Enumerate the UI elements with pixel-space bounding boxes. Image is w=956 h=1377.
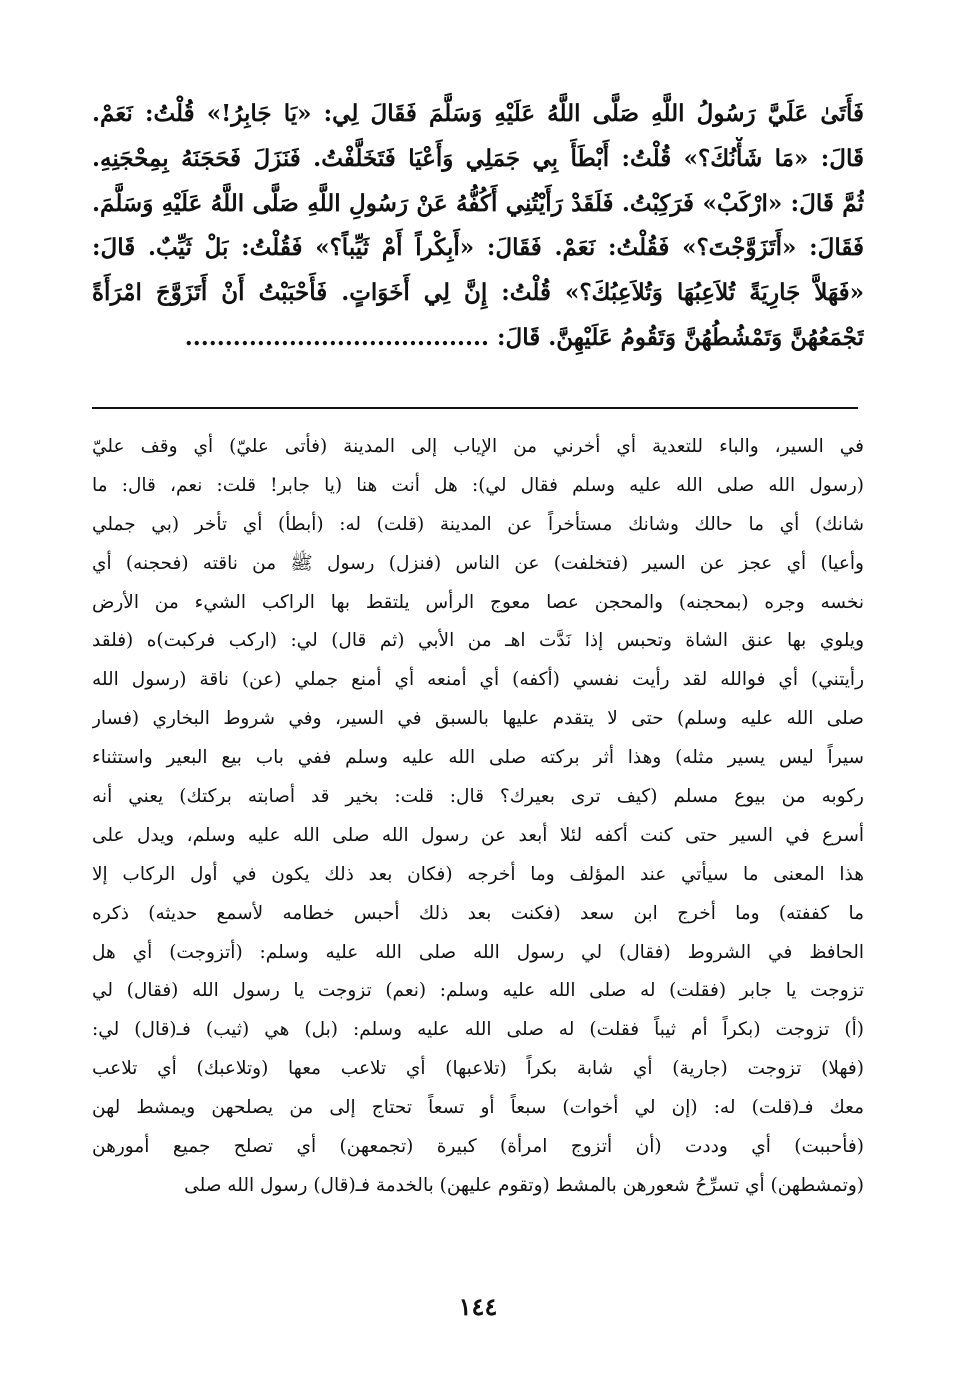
commentary-line: رأيتني) أي فوالله لقد رأيت نفسي (أكفه) أي أمنعه أي أمنع جملي (عن) ناقة (رسول الله (92, 669, 864, 691)
commentary-line: (رسول الله صلى الله عليه وسلم فقال لي): هل أنت هنا (يا جابر! قلت: نعم، قال: ما (92, 474, 864, 496)
commentary-line: سيراً ليس يسير مثله) وهذا أثر بركته صلى الله عليه وسلم ففي باب بيع البعير واستثناء (92, 747, 864, 769)
footnote-divider (92, 407, 858, 409)
commentary-line: معك فـ(قلت) له: (إن لي أخوات) سبعاً أو تسعاً تحتاج إلى من يصلحهن ويمشط لهن (92, 1097, 864, 1119)
commentary-line: شانك) أي ما حالك وشانك مستأخراً عن المدينة (قلت) له: (أبطأ) أي تأخر (بي جملي (92, 513, 864, 535)
commentary-line: وأعيا) أي عجز عن السير (فتخلفت) عن الناس (فنزل) رسول ﷺ من ناقته (فحجنه) أي (92, 552, 864, 574)
commentary-text (92, 428, 864, 1206)
hadith-line: ثُمَّ قَالَ: «ارْكَبْ» فَرَكِبْتُ. فَلَقَدْ رَأَيْتُنِي أَكُفُّهُ عَنْ رَسُولِ اللَّهِ صَلَّى اللَّهُ عَلَيْهِ وَسَلَّمَ. (92, 189, 864, 217)
commentary-line: أسرع في السير حتى كنت أكفه لئلا أبعد عن رسول الله صلى الله عليه وسلم، ويدل على (92, 824, 864, 846)
commentary-line: ما كففته) وما أخرج ابن سعد (فكنت بعد ذلك أحبس خطامه لأسمع حديثه) ذكره (92, 902, 864, 924)
hadith-line: «فَهَلاَّ جَارِيَةً تُلاَعِبُهَا وَتُلاَعِبُكَ؟» قُلْتُ: إِنَّ لِي أَخَوَاتٍ. فَأَحْبَبْتُ أَنْ أَتَزَوَّجَ امْرَأَةً (92, 279, 864, 307)
commentary-line: نخسه وجره (بمحجنه) والمحجن عصا معوج الرأس يلتقط بها الراكب الشيء من الأرض (92, 591, 864, 613)
commentary-line: في السير، والباء للتعدية أي أخرني من الإياب إلى المدينة (فأتى عليّ) أي وقف عليّ (92, 436, 864, 457)
hadith-main-text (92, 92, 864, 361)
commentary-line: ويلوي بها عنق الشاة وتحبس إذا نَدَّت اهـ من الأبي (ثم قال) لي: (اركب فركبت)ه (فلقد (92, 630, 864, 652)
commentary-line: (أ) تزوجت (بكراً أم ثيباً فقلت) له صلى الله عليه وسلم: (بل) هي (ثيب) فـ(قال) لي: (92, 1019, 864, 1041)
page-number: ١٤٤ (458, 1292, 498, 1321)
hadith-line: تَجْمَعُهُنَّ وَتَمْشُطُهُنَّ وَتَقُومُ عَلَيْهِنَّ. قَالَ: ...................................... (184, 323, 864, 351)
commentary-line: الحافظ في الشروط (فقال) لي رسول الله صلى الله عليه وسلم: (أتزوجت) أي هل (92, 941, 864, 963)
hadith-line: فَأَتَىٰ عَلَيَّ رَسُولُ اللَّهِ صَلَّى اللَّهُ عَلَيْهِ وَسَلَّمَ فَقَالَ لِي: «يَا جَابِرُ!» قُلْتُ: نَعَمْ. (92, 100, 864, 127)
commentary-line: هذا المعنى ما سيأتي عند المؤلف وما أخرجه (فكان بعد ذلك يكون في أول الركاب إلا (92, 863, 864, 885)
commentary-line: (وتمشطهن) أي تسرِّحُ شعورهن بالمشط (وتقوم عليهن) بالخدمة فـ(قال) رسول الله صلى (184, 1174, 864, 1196)
commentary-line: صلى الله عليه وسلم) حتى لا يتقدم عليها بالسبق في السير، وفي شروط البخاري (فسار (92, 708, 864, 730)
hadith-line: قَالَ: «مَا شَأْنُكَ؟» قُلْتُ: أَبْطَأَ بِي جَمَلِي وَأَعْيَا فَتَخَلَّفْتُ. فَنَزَلَ فَحَجَنَهُ بِمِحْجَنِهِ. (92, 144, 864, 172)
commentary-line: ركوبه من بيوع مسلم (كيف ترى بعيرك؟ قال: قلت: بخير قد أصابته بركتك) يعني أنه (92, 786, 864, 808)
commentary-line: تزوجت يا جابر (فقلت) له صلى الله عليه وسلم: (نعم) تزوجت يا رسول الله (فقال) لي (92, 980, 864, 1002)
commentary-line: (فأحببت) أي وددت (أن أتزوج امرأة) كبيرة (تجمعهن) أي تصلح جميع أمورهن (92, 1136, 864, 1158)
commentary-line: (فهلا) تزوجت (جارية) أي شابة بكراً (تلاعبها) أي تلاعب معها (وتلاعبك) أي تلاعب (92, 1058, 864, 1080)
hadith-line: فَقَالَ: «أَتَزَوَّجْتَ؟» فَقُلْتُ: نَعَمْ. فَقَالَ: «أَبِكْراً أَمْ ثَيِّباً؟» فَقُلْتُ: بَلْ ثَيِّبٌ. قَالَ: (92, 234, 864, 262)
